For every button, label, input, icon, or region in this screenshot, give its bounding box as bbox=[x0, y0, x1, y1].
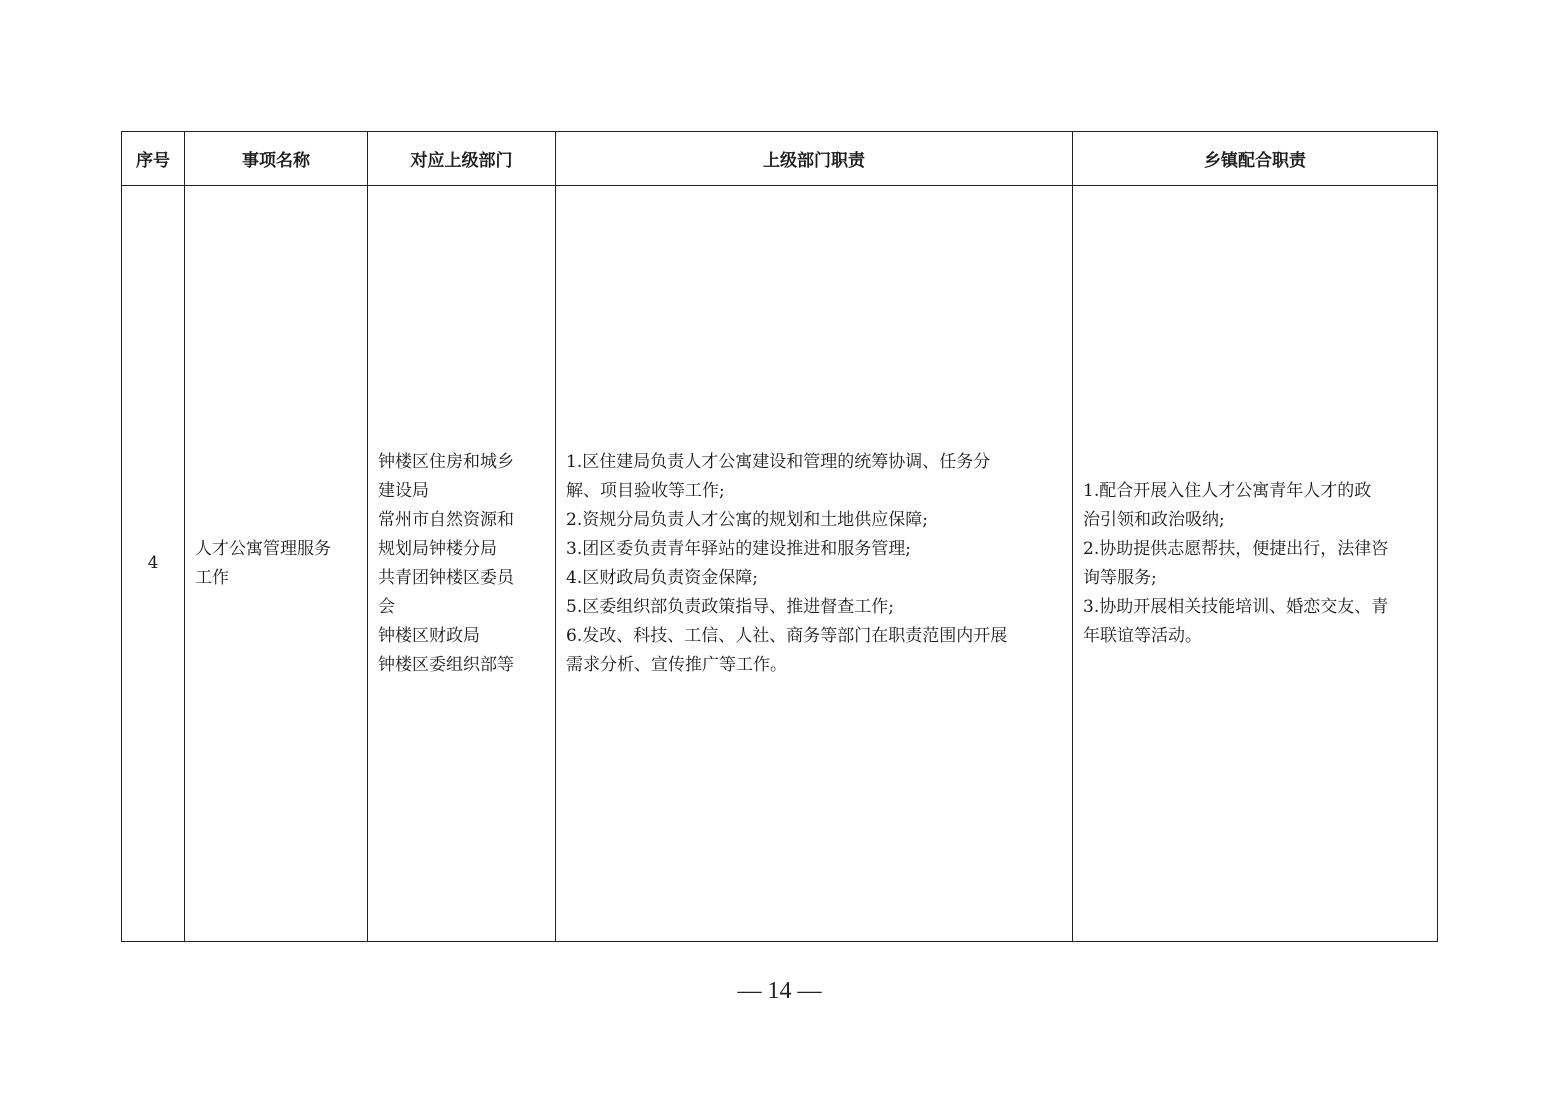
superior-duty-line: 2.资规分局负责人才公寓的规划和土地供应保障; bbox=[566, 509, 928, 530]
row-township-duties bbox=[1073, 186, 1438, 942]
superior-duty-line: 6.发改、科技、工信、人社、商务等部门在职责范围内开展 bbox=[566, 625, 1008, 646]
header-item-name: 事项名称 bbox=[185, 132, 368, 186]
row-superior-duties bbox=[556, 186, 1073, 942]
township-duty-line: 1.配合开展入住人才公寓青年人才的政 bbox=[1083, 480, 1372, 501]
table-header bbox=[122, 132, 1438, 186]
page-number: — 14 — bbox=[737, 978, 822, 1004]
department-line: 建设局 bbox=[378, 480, 429, 501]
department-line: 规划局钟楼分局 bbox=[378, 538, 497, 559]
table-row bbox=[122, 186, 1438, 942]
department-line: 共青团钟楼区委员 bbox=[378, 567, 514, 588]
header-superior-duties: 上级部门职责 bbox=[556, 132, 1073, 186]
superior-duty-line: 1.区住建局负责人才公寓建设和管理的统筹协调、任务分 bbox=[566, 451, 991, 472]
department-line: 钟楼区委组织部等 bbox=[378, 654, 514, 675]
header-serial: 序号 bbox=[122, 132, 185, 186]
item-name-line: 工作 bbox=[195, 567, 229, 588]
department-line: 会 bbox=[378, 596, 395, 617]
item-name-line: 人才公寓管理服务 bbox=[195, 538, 331, 559]
header-row bbox=[122, 132, 1438, 186]
superior-duty-line: 3.团区委负责青年驿站的建设推进和服务管理; bbox=[566, 538, 911, 559]
township-duty-line: 年联谊等活动。 bbox=[1083, 625, 1202, 646]
superior-duty-line: 5.区委组织部负责政策指导、推进督查工作; bbox=[566, 596, 894, 617]
duty-table bbox=[121, 131, 1438, 942]
township-duty-line: 2.协助提供志愿帮扶，便捷出行，法律咨 bbox=[1083, 538, 1389, 559]
row-item-name bbox=[185, 186, 368, 942]
header-department: 对应上级部门 bbox=[368, 132, 556, 186]
table-body bbox=[122, 186, 1438, 942]
department-line: 钟楼区财政局 bbox=[378, 625, 480, 646]
township-duty-line: 3.协助开展相关技能培训、婚恋交友、青 bbox=[1083, 596, 1389, 617]
superior-duty-line: 需求分析、宣传推广等工作。 bbox=[566, 654, 787, 675]
township-duty-line: 治引领和政治吸纳; bbox=[1083, 509, 1225, 530]
township-duty-line: 询等服务; bbox=[1083, 567, 1157, 588]
superior-duty-line: 4.区财政局负责资金保障; bbox=[566, 567, 758, 588]
row-serial-number: 4 bbox=[122, 186, 185, 942]
department-line: 常州市自然资源和 bbox=[378, 509, 514, 530]
superior-duty-line: 解、项目验收等工作; bbox=[566, 480, 725, 501]
department-line: 钟楼区住房和城乡 bbox=[378, 451, 514, 472]
row-departments bbox=[368, 186, 556, 942]
header-township-duties: 乡镇配合职责 bbox=[1073, 132, 1438, 186]
